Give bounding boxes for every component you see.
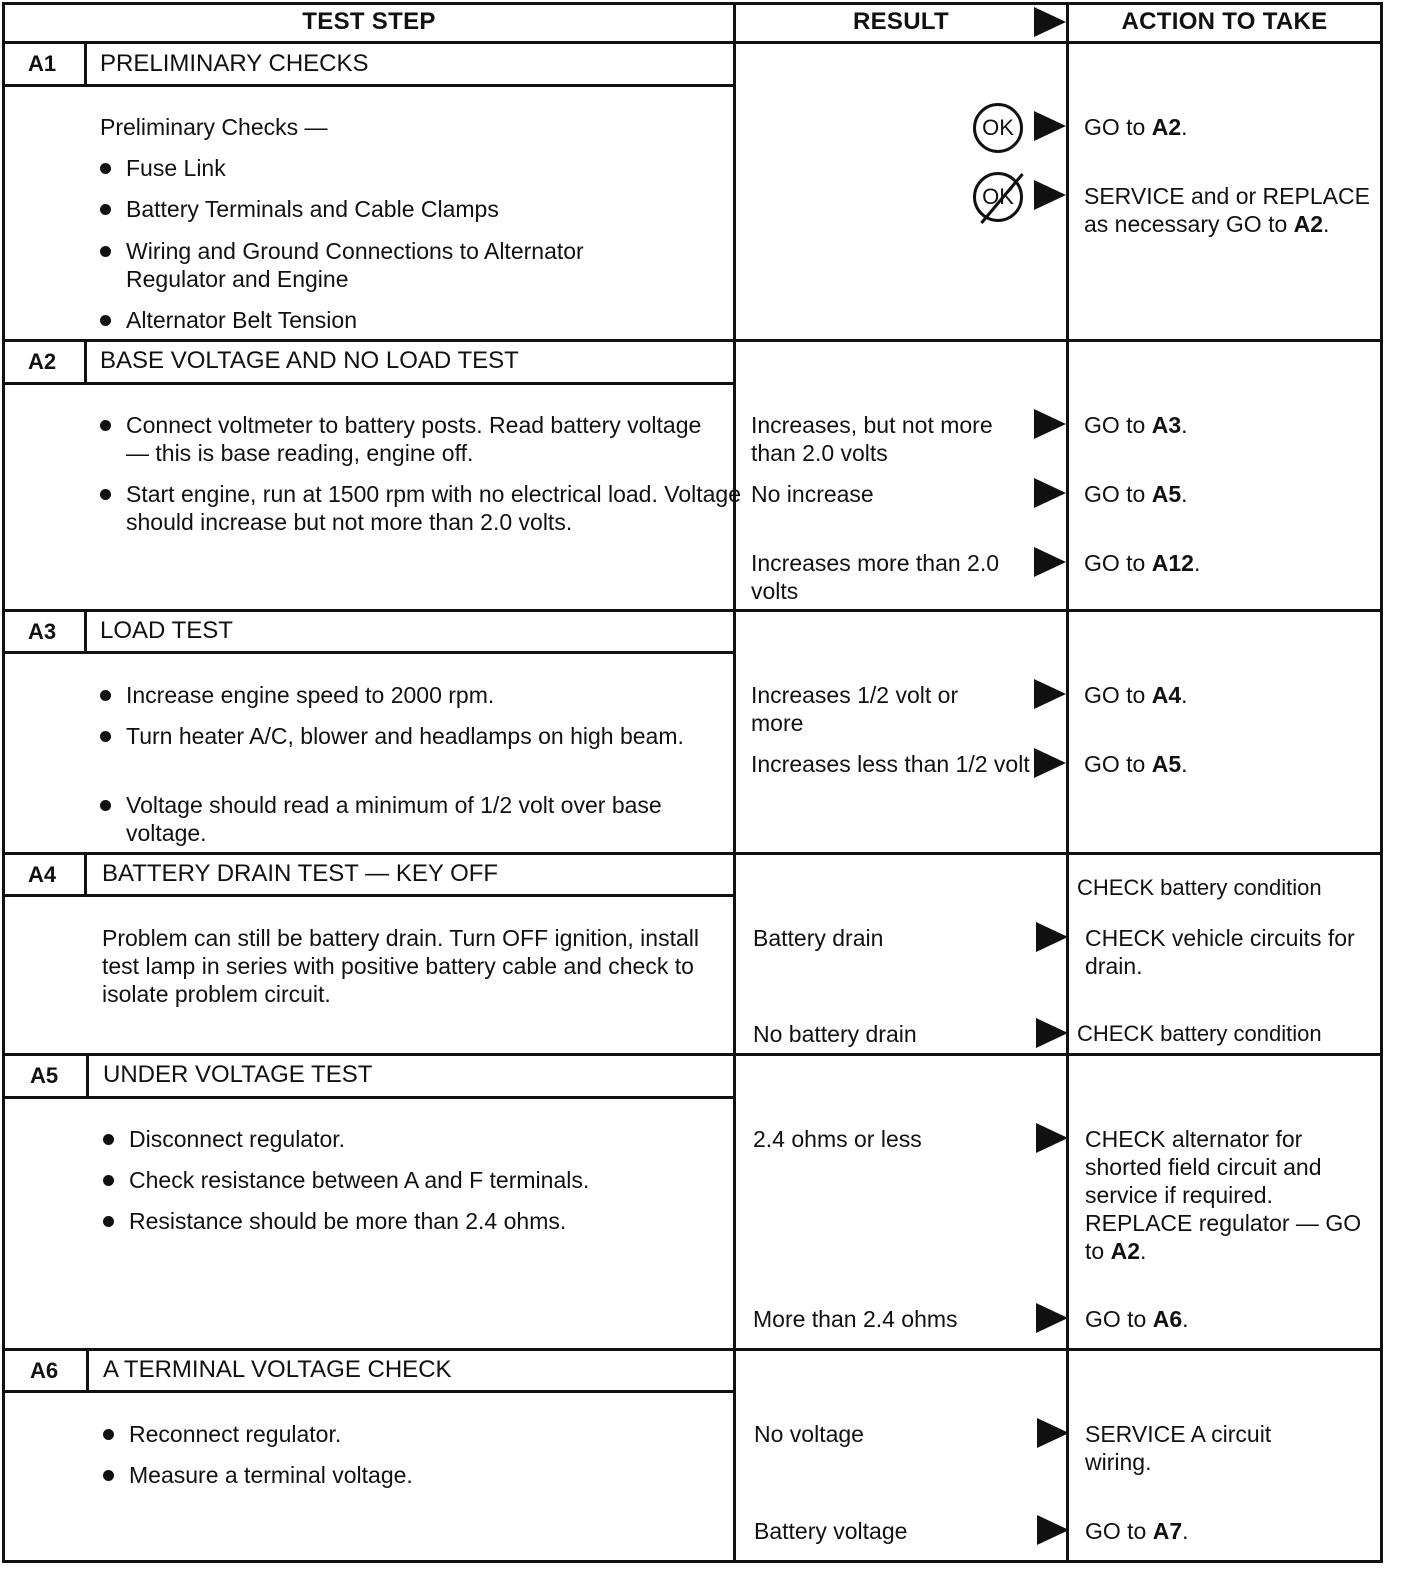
action-text: CHECK vehicle circuits for drain. [1085,925,1355,979]
header-result: RESULT [852,8,950,35]
result-arrow-icon [1034,547,1066,577]
step-bullet: Measure a terminal voltage. [103,1461,729,1489]
step-bullet: Voltage should read a minimum of 1/2 volt over base voltage. [100,791,686,847]
step-title: BATTERY DRAIN TEST — KEY OFF [102,860,499,887]
step-bullet: Increase engine speed to 2000 rpm. [100,681,726,709]
result-arrow-icon [1036,922,1068,952]
result-arrow-icon [1036,1018,1068,1048]
step-intro: Preliminary Checks — [100,114,328,140]
result-arrow-icon [1034,679,1066,709]
result-text: More than 2.4 ohms [753,1306,958,1332]
action-text: GO to A5. [1084,481,1188,507]
result-arrow-icon [1037,1515,1069,1545]
result-arrow-icon [1034,111,1066,141]
step-title: UNDER VOLTAGE TEST [103,1061,373,1088]
result-text: Increases, but not more than 2.0 volts [751,412,993,466]
step-bullet: Start engine, run at 1500 rpm with no electrical load. Voltage should increase but not more than 2.0 volts. [100,480,754,536]
not-ok-symbol [973,172,1023,222]
step-title: BASE VOLTAGE AND NO LOAD TEST [100,347,519,374]
result-text: Increases more than 2.0 volts [751,550,1000,604]
result-text: No battery drain [753,1021,917,1047]
step-id: A1 [27,51,57,76]
result-arrow-icon [1037,1418,1069,1448]
step-bullet: Alternator Belt Tension [100,306,726,334]
result-arrow-icon [1034,180,1066,210]
result-arrow-icon [1034,748,1066,778]
step-bullet: Disconnect regulator. [103,1125,729,1153]
action-text: SERVICE A circuit wiring. [1085,1421,1272,1475]
not-ok-label: OK [982,184,1014,209]
action-text: GO to A12. [1084,550,1201,576]
result-arrow-icon [1034,478,1066,508]
step-bullet: Connect voltmeter to battery posts. Read battery voltage — this is base reading, engine off. [100,411,726,467]
step-text: Problem can still be battery drain. Turn OFF ignition, install test lamp in series with positive battery cable and check to isolate problem circuit. [102,925,699,1007]
action-text: GO to A6. [1085,1306,1189,1332]
ok-symbol [973,103,1023,153]
step-bullet: Battery Terminals and Cable Clamps [100,195,726,223]
step-id: A3 [27,619,57,644]
action-text: CHECK battery condition [1077,875,1322,900]
result-text: Battery voltage [754,1518,908,1544]
step-bullet: Wiring and Ground Connections to Alternator Regulator and Engine [100,237,686,293]
header-action: ACTION TO TAKE [1121,8,1328,35]
result-arrow-icon [1036,1123,1068,1153]
step-title: A TERMINAL VOLTAGE CHECK [103,1356,452,1383]
result-text: No increase [751,481,874,507]
step-bullet: Resistance should be more than 2.4 ohms. [103,1207,729,1235]
action-text: GO to A4. [1084,682,1188,708]
step-id: A5 [29,1063,59,1088]
ok-label: OK [982,115,1014,140]
step-bullet: Reconnect regulator. [103,1420,729,1448]
result-text: Battery drain [753,925,884,951]
action-text: GO to A7. [1085,1518,1189,1544]
header-arrow-icon [1034,7,1066,37]
step-id: A4 [27,862,57,887]
step-bullet: Fuse Link [100,154,726,182]
result-text: No voltage [754,1421,864,1447]
step-bullet: Check resistance between A and F terminals. [103,1166,729,1194]
result-arrow-icon [1034,409,1066,439]
action-text: CHECK battery condition [1077,1021,1322,1046]
action-text: GO to A3. [1084,412,1188,438]
step-title: PRELIMINARY CHECKS [100,50,369,77]
action-text: SERVICE and or REPLACE as necessary GO to A2. [1084,183,1370,237]
result-text: Increases less than 1/2 volt [751,751,1030,777]
header-test-step: TEST STEP [302,8,436,35]
action-text: CHECK alternator for shorted field circuit and service if required. REPLACE regulator — GO to A2. [1085,1126,1362,1264]
action-text: GO to A2. [1084,114,1188,140]
result-arrow-icon [1036,1303,1068,1333]
action-text: GO to A5. [1084,751,1188,777]
step-id: A2 [27,349,57,374]
result-text: Increases 1/2 volt or more [751,682,959,736]
step-bullet: Turn heater A/C, blower and headlamps on high beam. [100,722,706,750]
step-id: A6 [29,1358,59,1383]
result-text: 2.4 ohms or less [753,1126,922,1152]
step-title: LOAD TEST [100,617,233,644]
